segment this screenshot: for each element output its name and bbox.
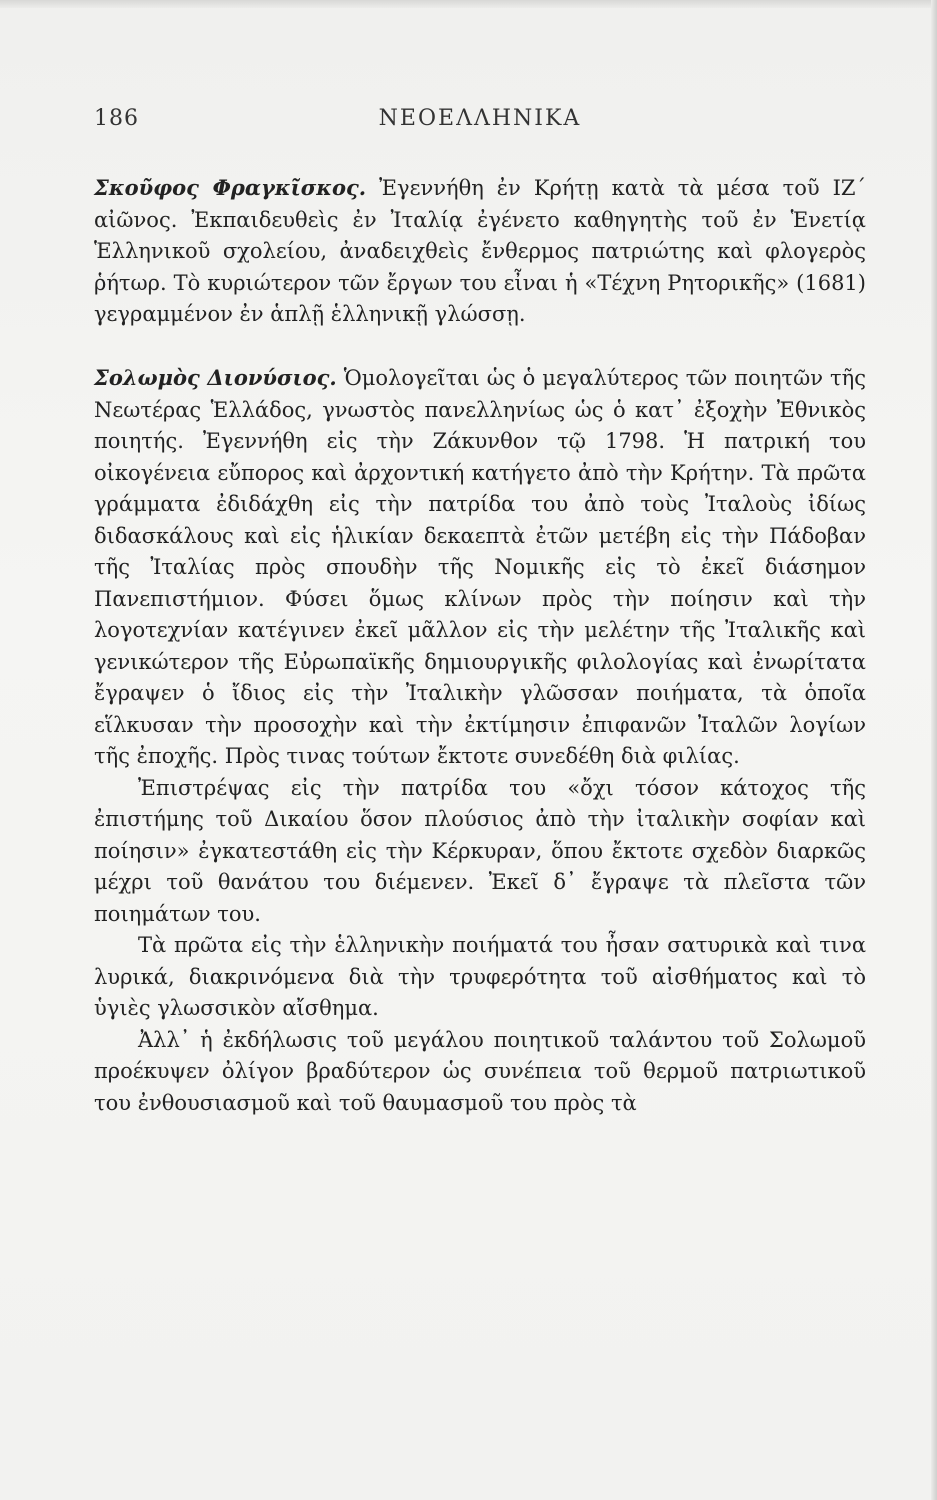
entry-text: Ὁμολογεῖται ὡς ὁ μεγαλύτερος τῶν ποιητῶν τῆς Νεωτέρας Ἑλλάδος, γνωστὸς πανελληνίως ὡς ὁ κατ᾽ ἐξοχὴν Ἐθνικὸς ποιητής. Ἐγεννήθη εἰς τὴν Ζάκυνθον τῷ 1798. Ἡ πατρική του οἰκογένεια εὔπορος καὶ ἀρχοντική κατήγετο ἀπὸ τὴν Κρήτην. Τὰ πρῶτα γράμματα ἐδιδάχθη εἰς τὴν πατρίδα του ἀπὸ τοὺς Ἰταλοὺς ἰδίως διδασκάλους καὶ εἰς ἡλικίαν δεκαεπτὰ ἐτῶν μετέβη εἰς τὴν Πάδοβαν τῆς Ἰταλίας πρὸς σπουδὴν τῆς Νομικῆς εἰς τὸ ἐκεῖ διάσημον Πανεπιστήμιον. Φύσει ὅμως κλίνων πρὸς τὴν ποίησιν καὶ τὴν λογοτεχνίαν κατέγινεν ἐκεῖ μᾶλλον εἰς τὴν μελέτην τῆς Ἰταλικῆς καὶ γενικώτερον τῆς Εὐρωπαϊκῆς δημιουργικῆς φιλολογίας καὶ ἐνωρίτατα ἔγραψεν ὁ ἴδιος εἰς τὴν Ἰταλικὴν γλῶσσαν ποιήματα, τὰ ὁποῖα εἵλκυσαν τὴν προσοχὴν καὶ τὴν ἐκτίμησιν ἐπιφανῶν Ἰταλῶν λογίων τῆς ἐποχῆς. Πρὸς τινας τούτων ἔκτοτε συνεδέθη διὰ φιλίας.	[94, 366, 866, 768]
page-right-edge	[931, 0, 937, 1500]
entry-text: Ἐγεννήθη ἐν Κρήτῃ κατὰ τὰ μέσα τοῦ ΙΖ΄ αἰῶνος. Ἐκπαιδευθεὶς ἐν Ἰταλίᾳ ἐγένετο καθηγητὴς τοῦ ἐν Ἑνετίᾳ Ἑλληνικοῦ σχολείου, ἀναδειχθεὶς ἔνθερμος πατριώτης καὶ φλογερὸς ῥήτωρ. Τὸ κυριώτερον τῶν ἔργων του εἶναι ἡ «Τέχνη Ρητορικῆς» (1681) γεγραμμένον ἐν ἁπλῇ ἑλληνικῇ γλώσσῃ.	[94, 176, 867, 326]
page-top-edge	[0, 0, 937, 8]
entry-solomos	[94, 362, 866, 773]
paragraph: Τὰ πρῶτα εἰς τὴν ἑλληνικὴν ποιήματά του ἦσαν σατυρικὰ καὶ τινα λυρικά, διακρινόμενα διὰ τὴν τρυφερότητα τοῦ αἰσθήματος καὶ τὸ ὑγιὲς γλωσσικὸν αἴσθημα.	[94, 933, 866, 1020]
entry-name: Σκοῦφος Φραγκῖσκος.	[94, 175, 367, 200]
body-text	[94, 172, 866, 1119]
page-header	[94, 106, 866, 138]
running-title: ΝΕΟΕΛΛΗΝΙΚΑ	[378, 106, 582, 131]
paragraph: Ἀλλ᾽ ἡ ἐκδήλωσις τοῦ μεγάλου ποιητικοῦ ταλάντου τοῦ Σολωμοῦ προέκυψεν ὀλίγον βραδύτερον ὡς συνέπεια τοῦ θερμοῦ πατριωτικοῦ του ἐνθουσιασμοῦ καὶ τοῦ θαυμασμοῦ του πρὸς τὰ	[94, 1027, 866, 1115]
paragraph: Ἐπιστρέψας εἰς τὴν πατρίδα του «ὄχι τόσον κάτοχος τῆς ἐπιστήμης τοῦ Δικαίου ὅσον πλούσιος ἀπὸ τὴν ἰταλικὴν σοφίαν καὶ ποίησιν» ἐγκατεστάθη εἰς τὴν Κέρκυραν, ὅπου ἔκτοτε σχεδὸν διαρκῶς μέχρι τοῦ θανάτου του διέμενεν. Ἐκεῖ δ᾽ ἔγραψε τὰ πλεῖστα τῶν ποιημάτων του.	[94, 775, 866, 926]
entry-skoufos	[94, 172, 866, 331]
page-number: 186	[94, 106, 139, 131]
entry-name: Σολωμὸς Διονύσιος.	[94, 365, 337, 390]
